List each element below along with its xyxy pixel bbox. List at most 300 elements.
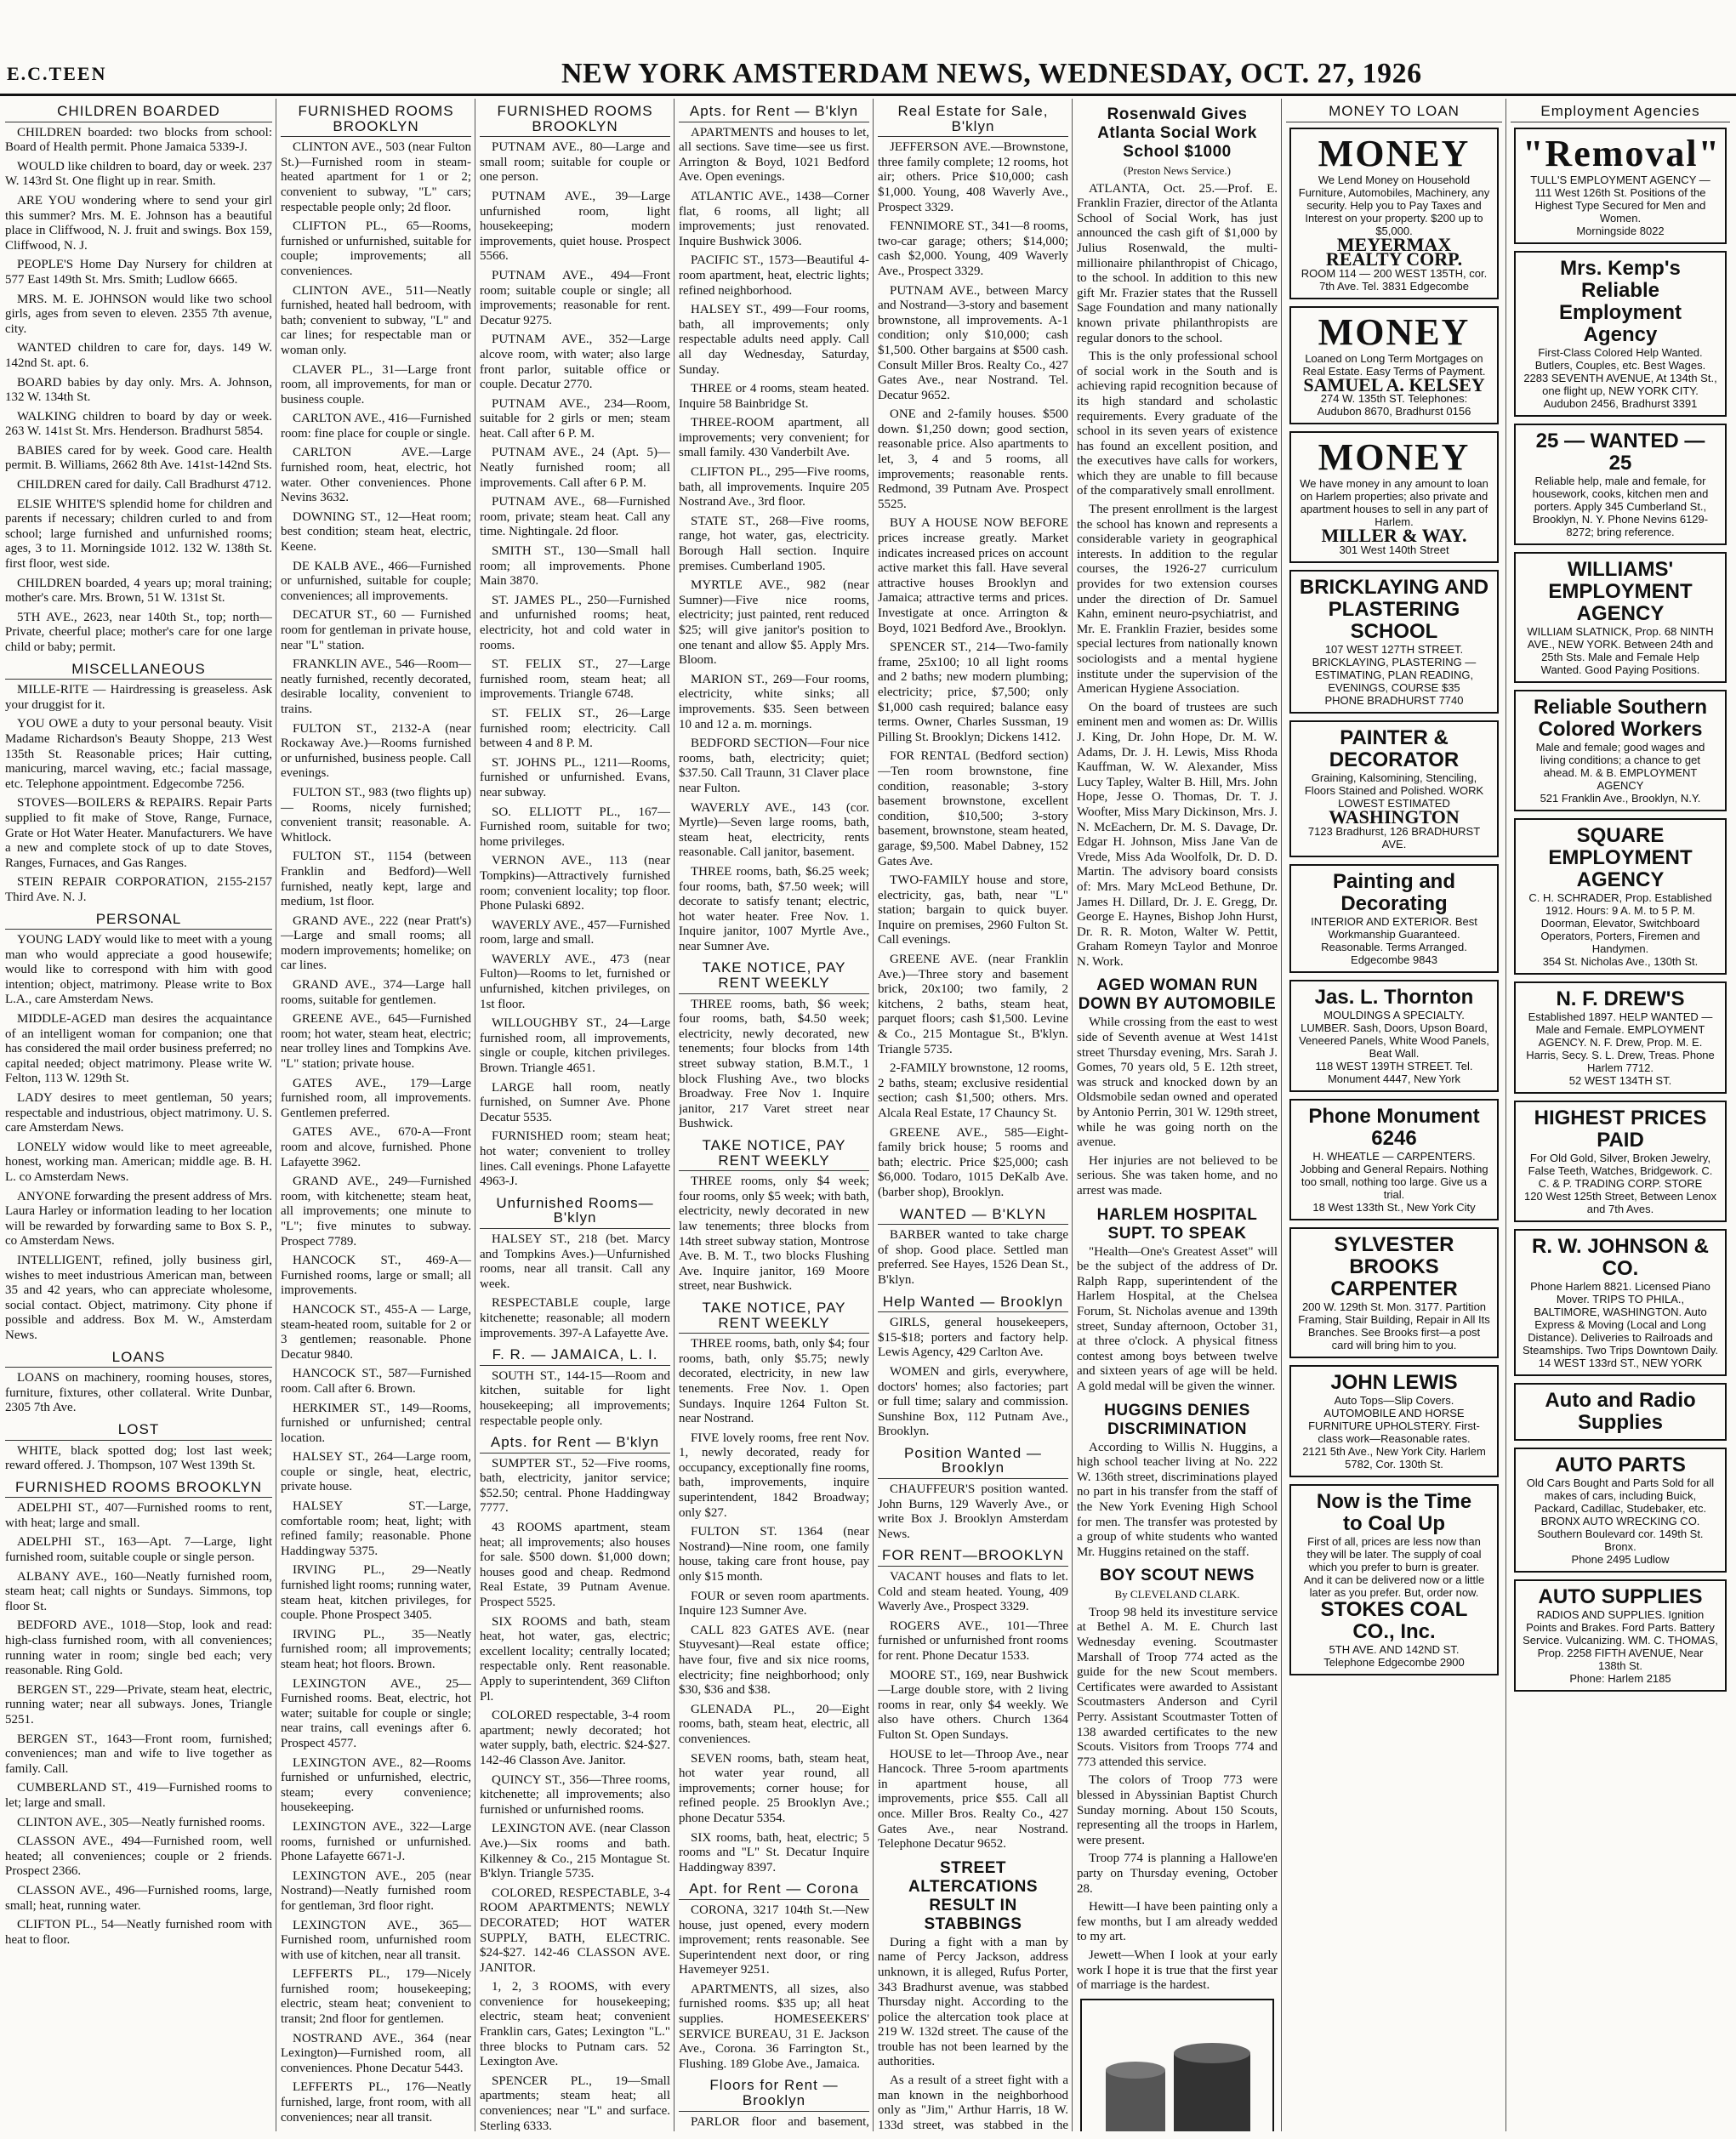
classified-ad: PEOPLE'S Home Day Nursery for children at 577 East 149th St. Mrs. Smith; Ludlow 6665. [5,258,272,287]
classified-ad: MIDDLE-AGED man desires the acquaintance of an intelligent woman for companion; one that has considered the mail order business preferred; no capital needed; object matrimony. Please write W. Felton, 113 W. 129th St. [5,1012,272,1086]
classified-ad: ST. JAMES PL., 250—Furnished and unfurnished rooms; heat, electricity, hot and cold water in rooms. [480,593,670,652]
story-dateline: By CLEVELAND CLARK. [1114,1588,1240,1601]
classified-ad: LEXINGTON AVE., 25—Furnished rooms. Beat, electric, hot water; suitable for couple or single; near trains, call evenings after 6. Prospect 4577. [281,1676,471,1750]
classified-ad: ST. JOHNS PL., 1211—Rooms, furnished or unfurnished. Evans, near subway. [480,755,670,799]
classified-ad: IRVING PL., 29—Neatly furnished light rooms; running water, steam heat, kitchen privileges, for couple. Phone Prospect 3405. [281,1563,471,1623]
page-label: E.C.TEEN [7,63,107,84]
display-ad-title: HIGHEST PRICES PAID [1534,1106,1707,1152]
section-heading: LOANS [5,1348,272,1368]
coal-ad [1080,1999,1274,2131]
classified-ad: WOMEN and girls, everywhere, doctors' homes; also factories; part or full time; salary and commission. Sunshine Box, 112 Putnam Ave., Brooklyn. [878,1364,1068,1439]
section-heading: TAKE NOTICE, PAY RENT WEEKLY [679,1299,869,1334]
classified-ad: PUTNAM AVE., 24 (Apt. 5)—Neatly furnished room; all improvements. Call after 6 P. M. [480,446,670,490]
display-ad [1514,1229,1727,1376]
display-ad-body: 200 W. 129th St. Mon. 3177. Partition Framing, Stair Building, Repair in All Its Branches. See Brooks first—a post card will bring him to you. [1298,1300,1490,1351]
classified-ad: CUMBERLAND ST., 419—Furnished rooms to let; large and small. [5,1781,272,1810]
story-headline: HUGGINS DENIES DISCRIMINATION [1104,1401,1250,1438]
classified-ad: LEXINGTON AVE. (near Classon Ave.)—Six rooms and bath. Kilkenney & Co., 215 Montague St. B'klyn. Triangle 5735. [480,1822,670,1881]
news-story [1077,976,1278,1198]
classified-ad: FOUR or seven room apartments. Inquire 123 Sumner Ave. [679,1589,869,1618]
display-ad [1289,431,1499,563]
classified-ad: THREE rooms, bath, $6.25 week; four rooms, bath, $7.50 week; will decorate to satisfy tenant; electric, hot water heater. Free Nov. 1. Inquire janitor, 1007 Myrtle Ave., near Sumner Ave. [679,864,869,953]
section-heading: Apts. for Rent — B'klyn [679,102,869,122]
classified-ad: 5TH AVE., 2623, near 140th St., top; north—Private, cheerful place; mother's care for one large child or baby; permit. [5,610,272,654]
display-ad [1514,690,1727,811]
display-ad [1289,720,1499,857]
classified-ad: PUTNAM AVE., 68—Furnished room, private; steam heat. Call any time. Nightingale. 2d floor. [480,495,670,539]
display-ad-address: 18 West 133th St., New York City [1312,1200,1476,1214]
classified-ad: CHILDREN cared for daily. Call Bradhurst 4712. [17,478,271,492]
classified-ad: WANTED children to care for, days. 149 W. 142nd St. apt. 6. [5,341,272,370]
display-ad-body: Auto Tops—Slip Covers. AUTOMOBILE AND HORSE FURNITURE UPHOLSTERY. First-class work—Reasonable rates. [1308,1393,1480,1445]
display-ad-title: Reliable Southern Colored Workers [1533,695,1708,741]
display-ad [1514,1579,1727,1692]
classified-ad: GREENE AVE., 585—Eight-family brick house; 5 rooms and bath; electric. Price $25,000; cash $6,000. Todaro, 1015 DeKalb Ave. (barber shop), Brooklyn. [878,1125,1068,1199]
classified-ad: PACIFIC ST., 1573—Beautiful 4-room apartment, heat, electric lights; refined neighborhood. [679,253,869,298]
section-heading: FURNISHED ROOMS BROOKLYN [480,102,670,137]
section-heading: Position Wanted — Brooklyn [878,1444,1068,1479]
news-story [1077,105,1278,970]
classified-ad: HALSEY ST., 499—Four rooms, bath, all improvements; only respectable adults need apply. Call all day Wednesday, Saturday, Sunday. [679,303,869,377]
section-heading: MISCELLANEOUS [5,660,272,680]
story-headline: Rosenwald Gives Atlanta Social Work School $1000 [1097,105,1257,161]
display-ad-body: Male and female; good wages and living conditions; a chance to get ahead. M. & B. EMPLOYMENT AGENCY [1535,740,1705,792]
display-ad-title: Mrs. Kemp's Reliable Employment Agency [1558,256,1682,346]
classified-ad: GREENE AVE., 645—Furnished room; hot water, steam heat, electric; near trolley lines and Tompkins Ave. "L" station; private house. [281,1012,471,1072]
classified-ad: VERNON AVE., 113 (near Tompkins)—Attractively furnished room; convenient locality; top floor. Phone Pulaski 6892. [480,854,670,913]
display-ad-body: Graining, Kalsomining, Stenciling, Floors Stained and Polished. WORK LOWEST ESTIMATED [1304,771,1484,810]
story-paragraph: During a fight with a man by name of Percy Jackson, address unknown, it is alleged, Rufus Porter, 343 Bradhurst avenue, was stabbed Thursday night. According to the police the altercation took place at 219 W. 132d street. The cause of the trouble has not been learned by the authorities. [878,1935,1068,2069]
display-ad-body: First-Class Colored Help Wanted. Butlers, Couples, etc. Best Wages. 2283 SEVENTH AVENUE, At 134th St., one flight up, NEW YORK CITY. [1523,345,1717,397]
classified-ad: WALKING children to board by day or week. 263 W. 141st St. Mrs. Henderson. Bradhurst 5854. [5,409,272,439]
section-heading: CHILDREN BOARDED [5,102,272,122]
stokes-phone: Telephone Edgecombe 2900 [1323,1655,1465,1669]
classified-ad: STEIN REPAIR CORPORATION, 2155-2157 Third Ave. N. J. [5,875,272,904]
classified-ad: THREE or 4 rooms, steam heated. Inquire 58 Bainbridge St. [679,382,869,411]
classified-ad: TWO-FAMILY house and store, electricity, gas, bath, near "L" station; bargain to quick buyer. Inquire on premises, 2960 Fulton St. Call evenings. [878,873,1068,947]
display-ad-title: Jas. L. Thornton [1314,985,1474,1009]
classified-ad: DOWNING ST., 12—Heat room; best condition; steam heat, electric, Keene. [281,509,471,555]
classified-ad: PUTNAM AVE., 352—Large alcove room, with water; also large front parlor, suitable office or couple. Decatur 2770. [480,333,670,392]
section-heading: LOST [5,1420,272,1441]
classified-ad: CARLTON AVE., 416—Furnished room: fine place for couple or single. [281,412,471,441]
classified-ad: CLINTON AVE., 503 (near Fulton St.)—Furnished room in steam-heated apartment for 1 or 2; convenient to subway, "L" cars; respectable people only; 2d floor. [281,140,471,214]
classified-ad: 1, 2, 3 ROOMS, with every convenience for housekeeping; electric, steam heat; convenient Franklin cars, Gates; Lexington "L." three blocks to Putnam cars. 52 Lexington Ave. [480,1980,670,2069]
classified-ad: ARE YOU wondering where to send your girl this summer? Mrs. M. E. Johnson has a beautiful place in Cliffwood, N. J. fruit and swings. Box 159, Cliffwood, N. J. [5,193,272,253]
classified-ad: FULTON ST., 983 (two flights up) — Rooms, nicely furnished; convenient transit; reasonable. A. Whitlock. [281,785,471,845]
display-ad [1289,306,1499,425]
story-paragraph: This is the only professional school of social work in the South and is achieving rapid recognition because of its high standard and scholastic requirements. Every graduate of the school in its seven years of existence has found an excellent position, and the executives have calls for workers, which they are unable to fill because of the comparatively small enrollment. [1077,350,1278,498]
story-headline: STREET ALTERCATIONS RESULT IN STABBINGS [908,1858,1038,1933]
display-ad-title: Painting and Decorating [1333,869,1455,915]
classified-ad: YOU OWE a duty to your personal beauty. Visit Madame Richardson's Beauty Shoppe, 213 West 135th St. Reasonable prices; Hair cutting, manicuring, marcel waving, etc.; facial massage, etc. Telephone appointment. Edgecombe 7256. [5,717,272,791]
display-ad [1289,1227,1499,1358]
classified-ad: GRAND AVE., 222 (near Pratt's)—Large and small rooms; all modern improvements; homelike; on car lines. [281,913,471,973]
classified-ad: MARION ST., 269—Four rooms, electricity, white sinks; all improvements. $35. Seen between 10 and 12 a. m. mornings. [679,672,869,731]
display-ad-title: MONEY [1318,310,1471,353]
classified-ad: HALSEY ST., 218 (bet. Marcy and Tompkins Aves.)—Unfurnished rooms, near all transit. Call any week. [480,1232,670,1291]
story-paragraph: On the board of trustees are such eminent men and women as: Dr. Willis J. King, Dr. John Hope, Dr. M. W. Adams, Dr. J. H. Lewis, Miss Rhoda Kauffman, W. W. Alexander, Miss Lucy Tapley, Walter B. Hill, Mrs. John Hope, Jesse O. Thomas, Dr. T. J. Woofter, Miss Mary Dickinson, Mrs. J. N. McEachern, Dr. M. S. Davage, Dr. Edgar H. Johnson, Miss Jane Van de Vrede, Miss Ada Woolfolk, Dr. D. D. Martin. The advisory board consists of: Mrs. Mary McLeod Bethune, Dr. James H. Dillard, Dr. J. E. Gregg, Dr. George E. Haynes, Bishop John Hurst, Dr. R. R. Moton, Walter W. Pettit, Graham Romeyn Taylor and Monroe N. Work. [1077,700,1278,969]
column-3 [480,99,670,2131]
column-rule [1281,99,1282,2131]
display-ad-title: WILLIAMS' EMPLOYMENT AGENCY [1548,557,1693,625]
news-story [1077,1402,1278,1561]
classified-ad: ONE and 2-family houses. $500 down. $1,250 down; good section, reasonable price. Also apartments to let, 3, 4 and 5 rooms, all improvements; reasonable rents. Redmond, 39 Putnam Ave. Prospect 5525. [878,407,1068,511]
display-ad-name: MILLER & WAY. [1321,525,1467,547]
display-ad-name: SAMUEL A. KELSEY [1303,373,1485,395]
classified-ad: PUTNAM AVE., 39—Large unfurnished room, light housekeeping; modern improvements, quiet house. Prospect 5566. [480,189,670,264]
section-heading: WANTED — B'KLYN [878,1205,1068,1226]
section-heading: FOR RENT—BROOKLYN [878,1546,1068,1567]
classified-ad: CLINTON AVE., 511—Neatly furnished, heated hall bedroom, with bath; convenient to subway, "L" and car lines; for respectable man or woman only. [281,283,471,357]
classified-ad: SOUTH ST., 144-15—Room and kitchen, suitable for light housekeeping; all improvements; respectable people only. [480,1368,670,1428]
classified-ad: BERGEN ST., 229—Private, steam heat, electric, running water; near all subways. Jones, Triangle 5251. [5,1682,272,1727]
classified-ad: ST. FELIX ST., 26—Large furnished room; electricity. Call between 4 and 8 P. M. [480,706,670,751]
column-5 [878,99,1068,2131]
classified-ad: GRAND AVE., 249—Furnished room, with kitchenette; steam heat, all improvements; one minute to "L"; five minutes to subway. Prospect 7789. [281,1175,471,1249]
stokes-headline: Now is the Time [1316,1489,1472,1513]
section-heading: PERSONAL [5,910,272,930]
display-ad-address: Morningside 8022 [1576,224,1665,237]
column-2 [281,99,471,2131]
classified-ad: SO. ELLIOTT PL., 167—Furnished room, suitable for two; home privileges. [480,805,670,849]
classified-ad: IRVING PL., 35—Neatly furnished room; all improvements; steam heat; hot floors. Brown. [281,1627,471,1671]
display-ad [1514,251,1727,417]
classified-ad: CHILDREN boarded: two blocks from school: Board of Health permit. Phone Jamaica 5339-J. [5,125,272,155]
classified-ad: JEFFERSON AVE.—Brownstone, three family complete; 12 rooms, hot air; others. Price $10,000; cash $1,000. Young, 408 Waverly Ave., Prospect 3329. [878,140,1068,214]
masthead-rule [0,94,1736,96]
display-ad-title: MONEY [1318,132,1471,174]
classified-ad: HERKIMER ST., 149—Rooms, furnished or unfurnished; central location. [281,1401,471,1445]
display-ad [1514,424,1727,545]
display-ad-title: N. F. DREW'S [1556,987,1685,1010]
display-ad-body: Phone Harlem 8821. Licensed Piano Mover. TRIPS TO PHILA., BALTIMORE, WASHINGTON. Auto Express & Moving (Local and Long Distance). Deliveries to Railroads and Steamships. Two Trips Downtown Daily. [1523,1279,1718,1357]
display-ad [1514,128,1727,244]
display-ad-body: TULL'S EMPLOYMENT AGENCY — 111 West 126th St. Positions of the Highest Type Secured for Men and Women. [1530,173,1710,225]
display-ad-title: AUTO SUPPLIES [1538,1584,1703,1608]
section-heading: Employment Agencies [1511,102,1730,122]
classified-ad: CLIFTON PL., 65—Rooms, furnished or unfurnished, suitable for couple; improvements; all conveniences. [281,219,471,278]
classified-ad: ROGERS AVE., 101—Three furnished or unfurnished front rooms for rent. Phone Decatur 1533. [878,1618,1068,1663]
display-ad-title: R. W. JOHNSON & CO. [1531,1234,1710,1280]
section-heading: MONEY TO LOAN [1286,102,1502,122]
classified-ad: CLINTON AVE., 305—Neatly furnished rooms. [17,1815,265,1829]
column-8 [1511,99,1730,2131]
classified-ad: LEXINGTON AVE., 365—Furnished room, unfurnished room with use of kitchen, near all transit. [281,1918,471,1962]
display-ad-body: WILLIAM SLATNICK, Prop. 68 NINTH AVE., NEW YORK. Between 24th and 25th Sts. Male and Female Help Wanted. Good Paying Positions. [1527,624,1714,676]
display-ad-address: 521 Franklin Ave., Brooklyn, N.Y. [1540,791,1701,805]
classified-ad: SMITH ST., 130—Small hall room; all improvements. Phone Main 3870. [480,544,670,589]
display-ad-address: ROOM 114 — 200 WEST 135TH, cor. 7th Ave. Tel. 3831 Edgecombe [1301,266,1488,293]
display-ad-address: PHONE BRADHURST 7740 [1324,693,1464,707]
story-paragraph: Troop 774 is planning a Hallowe'en party on Thursday evening, October 28. [1077,1852,1278,1896]
classified-ad: MILLE-RITE — Hairdressing is greaseless. Ask your druggist for it. [5,683,272,712]
classified-ad: BEDFORD AVE., 1018—Stop, look and read: high-class furnished room, with all conveniences; running water in room; single bed each; very reasonable. Ring Gold. [5,1618,272,1678]
display-ad [1514,1448,1727,1573]
section-heading: FURNISHED ROOMS BROOKLYN [5,1478,272,1499]
display-ad-title: BRICKLAYING AND PLASTERING SCHOOL [1299,575,1489,643]
classified-ad: STATE ST., 268—Five rooms, range, hot water, gas, electricity. Borough Hall section. Inquire premises. Cumberland 1905. [679,514,869,573]
classified-ad: HOUSE to let—Throop Ave., near Hancock. Three 5-room apartments in apartment house, all improvements, price $55. Call all once. Miller Bros. Realty Co., 427 Gates Ave., near Nostrand. Telephone Decatur 9652. [878,1747,1068,1852]
classified-ad: GATES AVE., 179—Large furnished room, all improvements. Gentlemen preferred. [281,1076,471,1120]
classified-ad: BUY A HOUSE NOW BEFORE prices increase greatly. Market indicates increased prices on account active market this fall. Have several attractive houses Brooklyn and Jamaica; attractive terms and prices. Investigate at once. Arrington & Boyd, 1021 Bedford Ave., Brooklyn. [878,516,1068,635]
classified-ad: SIX rooms, bath, heat, electric; 5 rooms and "L" St. Decatur Inquire Haddingway 8397. [679,1830,869,1874]
display-ad-body: C. H. SCHRADER, Prop. Established 1912. Hours: 9 A. M. to 5 P. M. Doorman, Elevator, Switchboard Operators, Porters, Firemen and Handymen. [1528,890,1712,955]
classified-ad: GRAND AVE., 374—Large hall rooms, suitable for gentlemen. [281,978,471,1007]
classified-ad: STOVES—BOILERS & REPAIRS. Repair Parts supplied to fit make of Stove, Range, Furnace, Grate or Hot Water Heater. Manufacturers. We have a new and complete stock of up to date Stoves, Ranges, Furnaces, and Gas Ranges. [5,796,272,870]
story-paragraph: Jewett—When I look at your early work I hope it is true that the first year of marriage is the hardest. [1077,1948,1278,1993]
classified-ad: ALBANY AVE., 160—Neatly furnished room, steam heat; call nights or Sundays. Simmons, top floor St. [5,1569,272,1613]
classified-ad: GLENADA PL., 20—Eight rooms, bath, steam heat, electric, all conveniences. [679,1702,869,1746]
display-ad-title: AUTO PARTS [1555,1453,1686,1476]
classified-ad: WOULD like children to board, day or week. 237 W. 143rd St. One flight up in rear. Smith. [5,159,272,189]
classified-ad: ADELPHI ST., 163—Apt. 7—Large, light furnished room, suitable couple or single person. [5,1535,272,1565]
classified-ad: PUTNAM AVE., 80—Large and small room; suitable for couple or one person. [480,140,670,185]
display-ad-address: Phone: Harlem 2185 [1569,1671,1671,1685]
classified-ad: FULTON ST. 1364 (near Nostrand)—Nine room, one family house, taking care front house, pay only $15 month. [679,1525,869,1584]
classified-ad: FRANKLIN AVE., 546—Room—neatly furnished, recently decorated, desirable locality, convenient to trains. [281,657,471,716]
display-ad [1289,864,1499,973]
column-rule [1505,99,1506,2131]
classified-ad: FURNISHED room; steam heat; hot water; convenient to trolley lines. Call evenings. Phone Lafayette 4963-J. [480,1129,670,1189]
display-ad-body: We have money in any amount to loan on Harlem properties; also private and apartment houses to sell in any part of Harlem. [1300,477,1488,529]
classified-ad: COLORED respectable, 3-4 room apartment; newly decorated; hot water supply, bath, electric. $24-$27. 142-46 Classon Ave. Janitor. [480,1709,670,1767]
classified-ad: COLORED, RESPECTABLE, 3-4 ROOM APARTMENTS; NEWLY DECORATED; HOT WATER SUPPLY, BATH, ELECTRIC. $24-$27. 142-46 CLASSON AVE. JANITOR. [480,1886,670,1975]
classified-ad: FULTON ST., 2132-A (near Rockaway Ave.)—Rooms furnished or unfurnished, business people. Call evenings. [281,721,471,781]
column-rule [1072,99,1073,2131]
classified-ad: CORONA, 3217 104th St.—New house, just opened, every modern improvement; rents reasonable. See Superintendent next door, or ring Havemeyer 9251. [679,1903,869,1977]
display-ad-body: Loaned on Long Term Mortgages on Real Estate. Easy Terms of Payment. [1302,351,1486,378]
display-ad-address: 301 West 140th Street [1339,543,1449,556]
classified-ad: GIRLS, general housekeepers, $15-$18; porters and factory help. Lewis Agency, 429 Carlton Ave. [878,1316,1068,1360]
display-ad-title: "Removal" [1523,132,1722,174]
classified-ad: CLAVER PL., 31—Large front room, all improvements, for man or business couple. [281,362,471,407]
classified-ad: VACANT houses and flats to let. Cold and steam heated. Young, 409 Waverly Ave., Prospect 3329. [878,1570,1068,1614]
column-6 [1077,99,1278,2131]
classified-ad: CHAUFFEUR'S position wanted. John Burns, 129 Waverly Ave., or write Box J. Brooklyn Amsterdam News. [878,1482,1068,1541]
classified-ad: HANCOCK ST., 469-A—Furnished rooms, large or small; all improvements. [281,1254,471,1298]
display-ad [1514,1383,1727,1441]
classified-ad: CALL 823 GATES AVE. (near Stuyvesant)—Real estate office; have four, five and six nice rooms, electricity; fine neighborhood; only $30, $36 and $38. [679,1623,869,1698]
classified-ad: WAVERLY AVE., 143 (cor. Myrtle)—Seven large rooms, bath, steam heat, electricity, rents reasonable. Call janitor, basement. [679,800,869,860]
classified-ad: HANCOCK ST., 455-A — Large, steam-heated room, suitable for 2 or 3 gentlemen; reasonable. Phone Decatur 9840. [281,1302,471,1362]
classified-ad: RESPECTABLE couple, large kitchenette; reasonable; all modern improvements. 397-A Lafayette Ave. [480,1296,670,1340]
stokes-name: STOKES COAL CO., Inc. [1320,1597,1468,1643]
story-paragraph: As a result of a street fight with a man known in the neighborhood only as "Jim," Arthur Harris, 18 W. 133d street, was stabbed in the [878,2074,1068,2131]
classified-ad: LEXINGTON AVE., 322—Large rooms, furnished or unfurnished. Phone Lafayette 6671-J. [281,1819,471,1864]
display-ad [1514,818,1727,975]
classified-ad: ANYONE forwarding the present address of Mrs. Laura Harley or information leading to her location will be rewarded by forwarding same to Box S. P., co Amsterdam News. [5,1189,272,1249]
story-headline: AGED WOMAN RUN DOWN BY AUTOMOBILE [1078,976,1277,1014]
story-dateline: (Preston News Service.) [1124,164,1231,177]
classified-ad: APARTMENTS and houses to let, all sections. Save time—see us first. Arrington & Boyd, 1021 Bedford Ave. Open evenings. [679,125,869,185]
story-paragraph: The present enrollment is the largest the school has known and represents a considerable variety in geographical interests. In addition to the regular courses, the 1926-27 curriculum provides for two extension courses under the direction of Dr. Samuel Kahn, eminent neuro-psychiatrist, and Mr. E. Franklin Frazier, besides some special lectures from nationally known sociologists and a mental hygiene institute under the supervision of the American Hygiene Association. [1077,503,1278,697]
display-ad-body: H. WHEATLE — CARPENTERS. Jobbing and General Repairs. Nothing too small, nothing too large. Give us a trial. [1300,1149,1488,1201]
classified-ad: SEVEN rooms, bath, steam heat, hot water year round, all improvements; corner house; for refined people. 25 Brooklyn Ave.; phone Decatur 5354. [679,1751,869,1825]
story-paragraph: According to Willis N. Huggins, a high school teacher living at No. 222 W. 136th street, discriminations played no part in his transfer from the staff of the New York Evening High School for men. The transfer was protested by a group of white students who wanted Mr. Huggins retained on the staff. [1077,1440,1278,1559]
classified-ad: HALSEY ST.—Large, comfortable room; heat, light; with refined family; reasonable. Phone Haddingway 5375. [281,1499,471,1558]
classified-ad: YOUNG LADY would like to meet with a young man who would appreciate a good housewife; would like to correspond with him with good intention; object, matrimony. Please write to Box L.A., care Amsterdam News. [5,933,272,1007]
display-ad-title: SYLVESTER BROOKS CARPENTER [1330,1232,1458,1300]
display-ad-address: 52 WEST 134TH ST. [1568,1073,1672,1087]
display-ad [1289,1365,1499,1477]
display-ad-body: RADIOS AND SUPPLIES. Ignition Points and Brakes. Ford Parts. Battery Service. Vulcanizing. WM. C. THOMAS, Prop. 2258 FIFTH AVENUE, Near 138th St. [1523,1607,1718,1672]
classified-ad: WHITE, black spotted dog; lost last week; reward offered. J. Thompson, 107 West 139th St. [5,1443,272,1473]
display-ad-body: We Lend Money on Household Furniture, Automobiles, Machinery, any security. Help you to Pay Taxes and Interest on your property. $200 up to $5,000. [1298,173,1490,237]
classified-ad: THREE-ROOM apartment, all improvements; very convenient; for small family. 430 Vanderbilt Ave. [679,416,869,460]
display-ad-body: Established 1897. HELP WANTED — Male and Female. EMPLOYMENT AGENCY. N. F. Drew, Prop. M. E. Harris, Secy. S. L. Drew, Treas. Phone Harlem 7712. [1526,1010,1715,1074]
display-ad-address: 2121 5th Ave., New York City. Harlem 5782, Cor. 130th St. [1302,1444,1486,1471]
display-ad [1514,1101,1727,1222]
classified-ad: HALSEY ST., 264—Large room, couple or single, heat, electric, private house. [281,1450,471,1494]
column-rule [873,99,874,2131]
display-ad-title: Phone Monument 6246 [1308,1104,1480,1150]
story-headline: HARLEM HOSPITAL SUPT. TO SPEAK [1096,1205,1258,1243]
display-ad [1289,1099,1499,1220]
section-heading: Real Estate for Sale, B'klyn [878,102,1068,137]
classified-ad: BEDFORD SECTION—Four nice rooms, bath, electricity; quiet; $37.50. Call Traunn, 31 Claver place near Fulton. [679,737,869,795]
display-ad-name: MEYERMAX REALTY CORP. [1325,233,1463,270]
story-paragraph: While crossing from the east to west side of Seventh avenue at West 141st street Thursday evening, Mrs. Sarah J. Gomes, 70 years old, 5 E. 12th street, was struck and knocked down by an Oldsmobile sedan owned and operated by Antonio Perrin, 301 W. 129th street, while he was going north on the avenue. [1077,1015,1278,1150]
display-ad-body: Reliable help, male and female, for housework, cooks, kitchen men and porters. Apply 345 Cumberland St., Brooklyn, N. Y. Phone Nevins 6129-8272; bring reference. [1532,474,1709,538]
section-heading: F. R. — JAMAICA, L. I. [480,1345,670,1366]
classified-ad: SUMPTER ST., 52—Five rooms, bath, electricity, janitor service; $52.50; central. Phone Haddingway 7777. [480,1456,670,1516]
classified-ad: SPENCER PL., 19—Small apartments; steam heat; all conveniences; near "L" and surface. Sterling 6333. [480,2074,670,2131]
classified-ad: 2-FAMILY brownstone, 12 rooms, 2 baths, steam; exclusive residential section; cash $1,500; others. Mrs. Alcala Real Estate, 17 Chauncy St. [878,1061,1068,1120]
stokes-address: 5TH AVE. AND 142ND ST. [1329,1642,1460,1656]
classified-ad: CLIFTON PL., 295—Five rooms, bath, all improvements. Inquire 205 Nostrand Ave., 3rd floor. [679,465,869,509]
masthead [0,49,1736,94]
display-ad [1289,980,1499,1092]
classified-ad: MOORE ST., 169, near Bushwick—Large double store, with 2 living rooms in rear, only $4 weekly. We also have others. Church 1364 Fulton St. Open Sundays. [878,1668,1068,1742]
classified-ad: FOR RENTAL (Bedford section)—Ten room brownstone, fine condition, reasonable; 3-story basement brownstone, excellent condition, $10,500; 3-story basement, brownstone, steam heated, garage, $9,500. Mabel Dabney, 152 Gates Ave. [878,749,1068,868]
display-ad-body: Old Cars Bought and Parts Sold for all makes of cars, including Buick, Packard, Cadillac, Studebaker, etc. BRONX AUTO WRECKING CO. Southern Boulevard cor. 149th St. Bronx. [1526,1476,1715,1553]
section-heading: Help Wanted — Brooklyn [878,1293,1068,1313]
classified-ad: QUINCY ST., 356—Three rooms, kitchenette; all improvements; also furnished or unfurnished rooms. [480,1772,670,1817]
display-ad-body: INTERIOR AND EXTERIOR. Best Workmanship Guaranteed. Reasonable. Terms Arranged. [1311,914,1477,953]
story-paragraph: ATLANTA, Oct. 25.—Prof. E. Franklin Frazier, director of the Atlanta School of Social Work, has just announced the cash gift of $1,000 by Julius Rosenwald, the multi-millionaire philanthropist of Chicago, to the school. In addition to this new gift Mr. Frazier states that the Russell Sage Foundation and many nationally known private philanthropists are regular donors to the school. [1077,181,1278,345]
news-story [1077,1206,1278,1395]
display-ad-title: PAINTER & DECORATOR [1329,725,1460,771]
classified-ad: PUTNAM AVE., between Marcy and Nostrand—3-story and basement brownstone, all improvements. A-1 condition; only $10,000; cash $1,500. Other bargains at $500 cash. Consult Miller Bros. Realty Co., 427 Gates Ave., near Nostrand. Tel. Decatur 9652. [878,283,1068,402]
display-ad-body: 107 WEST 127TH STREET. BRICKLAYING, PLASTERING — ESTIMATING, PLAN READING, EVENINGS, COURSE $35 [1312,642,1477,694]
column-4 [679,99,869,2131]
section-heading: FURNISHED ROOMS BROOKLYN [281,102,471,137]
classified-ad: ATLANTIC AVE., 1438—Corner flat, 6 rooms, all light; all improvements; just renovated. Inquire Bushwick 3006. [679,189,869,248]
section-heading: Apt. for Rent — Corona [679,1880,869,1900]
classified-ad: THREE rooms, bath, $6 week; four rooms, bath, $4.50 week; electricity, newly decorated, new tenements; four blocks from 14th street subway station, B.M.T., 1 block Flushing Ave., two blocks Broadway. Free Nov 1. Inquire janitor, 217 Varet street near Bushwick. [679,997,869,1131]
classified-ad: PARLOR floor and basement, [691,2114,869,2129]
classified-ad: LEXINGTON AVE., 82—Rooms furnished or unfurnished, electric, steam; every convenience; housekeeping. [281,1755,471,1815]
display-ad-address: 7123 Bradhurst, 126 BRADHURST AVE. [1307,824,1481,850]
classified-ad: THREE rooms, only $4 week; four rooms, only $5 week; with bath, electricity, newly decorated in new law tenements; three blocks from 14th street subway station, Montrose Ave. B. M. T., two blocks Flushing Ave. Inquire janitor, 169 Moore street, near Bushwick. [679,1175,869,1294]
display-ad [1514,552,1727,683]
classified-ad: ADELPHI ST., 407—Furnished rooms to rent, with heat; large and small. [5,1501,272,1530]
story-paragraph: Her injuries are not believed to be serious. She was taken home, and no arrest was made. [1077,1153,1278,1197]
classified-ad: BOARD babies by day only. Mrs. A. Johnson, 132 W. 134th St. [5,375,272,405]
story-paragraph: Troop 98 held its investiture service at Bethel A. M. E. Church last Wednesday evening. Scoutmaster Marshall of Troop 774 acted as the guide for the new Scout members. Certificates were awarded to Assistant Scoutmasters Anderson and Cyril Perry. Assistant Scoutmaster Totten of 138 awarded certificates to the new Scouts. Visitors from Troops 774 and 773 attended this service. [1077,1605,1278,1769]
classified-ad: LEFFERTS PL., 179—Nicely furnished room; housekeeping; electric, steam heat; convenient to transit; 2nd floor for gentlemen. [281,1967,471,2027]
classified-ad: LADY desires to meet gentleman, 50 years; respectable and industrious, object matrimony. U. S. care Amsterdam News. [5,1091,272,1135]
stokes-body: First of all, prices are less now than they will be later. The supply of coal which you prefer to burn is greater. And it can be delivered now or a little later as you prefer. But, order now. [1303,1534,1485,1599]
section-heading: Floors for Rent — Brooklyn [679,2076,869,2111]
stokes-headline: to Coal Up [1343,1511,1445,1535]
classified-ad: NOSTRAND AVE., 364 (near Lexington)—Furnished room, all conveniences. Phone Decatur 5443. [281,2031,471,2075]
classified-ad: ST. FELIX ST., 27—Large furnished room, steam heat; all improvements. Triangle 6748. [480,657,670,702]
display-ad [1514,981,1727,1094]
display-ad [1289,570,1499,714]
classified-ad [281,2130,471,2131]
classified-ad: INTELLIGENT, refined, jolly business girl, wishes to meet industrious American man, between 35 and 42 years, who can appreciate wholesome, social contact. Object, matrimony. City phone if possible and address. Box M. W., Amsterdam News. [5,1253,272,1342]
section-heading: Unfurnished Rooms—B'klyn [480,1194,670,1229]
display-ad-address: Edgecombe 9843 [1351,953,1437,966]
display-ad-address: 354 St. Nicholas Ave., 130th St. [1542,954,1699,968]
classified-ad: GREENE AVE. (near Franklin Ave.)—Three story and basement brick, 20x100; two family, 2 kitchens, 2 baths, steam heat, parquet floors; cash $1,500. Levine & Co., 215 Montague St., B'klyn. Triangle 5735. [878,953,1068,1056]
display-ad-title: MONEY [1318,436,1471,479]
classified-ad: FENNIMORE ST., 341—8 rooms, two-car garage; others; $14,000; cash $2,000. Young, 409 Waverly Ave., Prospect 3329. [878,219,1068,278]
classified-ad: DE KALB AVE., 466—Furnished or unfurnished, suitable for couple; conveniences; all improvements. [281,559,471,603]
classified-ad: MYRTLE AVE., 982 (near Sumner)—Five nice rooms, electricity; just painted, rent reduced $25; will give janitor's position to one tenant and allow $5. Apply Mrs. Bloom. [679,578,869,668]
display-ad-address: 120 West 125th Street, Between Lenox and 7th Aves. [1524,1189,1716,1215]
display-ad-body: MOULDINGS A SPECIALTY. LUMBER. Sash, Doors, Upson Board, Veneered Panels, White Wood Panels, Beat Wall. [1299,1008,1489,1060]
story-paragraph: Hewitt—I have been painting only a few months, but I am already wedded to my art. [1077,1900,1278,1944]
classified-ad: BERGEN ST., 1643—Front room, furnished; conveniences; man and wife to live together as family. Call. [5,1732,272,1776]
classified-ad: HANCOCK ST., 587—Furnished room. Call after 6. Brown. [281,1367,471,1396]
classified-ad: LONELY widow would like to meet agreeable, honest, working man. American; middle age. B. H. L. co Amsterdam News. [5,1140,272,1184]
classified-ad: CLASSON AVE., 496—Furnished rooms, large, small; heat, running water. [5,1883,272,1913]
classified-ad: THREE rooms, bath, only $4; four rooms, bath, only $5.75; newly decorated, electricity, in new law tenements. Free Nov. 1. Open Sundays. Inquire 1264 Fulton St. near Nostrand. [679,1337,869,1426]
display-ad-title: SQUARE EMPLOYMENT AGENCY [1548,823,1693,891]
classified-ad: LEXINGTON AVE., 205 (near Nostrand)—Neatly furnished room for gentleman, 3rd floor right. [281,1869,471,1913]
classified-ad: CLASSON AVE., 494—Furnished room, well heated; all conveniences; couple or 2 friends. Prospect 2366. [5,1835,272,1879]
display-ad-title: Auto and Radio Supplies [1545,1388,1696,1434]
classified-ad: WAVERLY AVE., 457—Furnished room, large and small. [480,918,670,947]
stokes-coal-ad [1289,1484,1499,1675]
display-ad-title: JOHN LEWIS [1330,1370,1458,1394]
classified-ad: DECATUR ST., 60 — Furnished room for gentleman in private house, near "L" station. [281,608,471,652]
classified-ad: WAVERLY AVE., 473 (near Fulton)—Rooms to let, furnished or unfurnished, kitchen privileges, on 1st floor. [480,952,670,1011]
section-heading: TAKE NOTICE, PAY RENT WEEKLY [679,959,869,993]
classified-ad: SIX ROOMS and bath, steam heat, hot water, gas, electric; excellent locality; centrally located; respectable only. Rent reasonable. Apply to superintendent, 369 Clifton Pl. [480,1614,670,1704]
story-paragraph: The colors of Troop 773 were blessed in Abyssinian Baptist Church Sunday morning. About 150 Scouts, representing all the troops in Harlem, were present. [1077,1773,1278,1847]
display-ad-address: 118 WEST 139TH STREET. Tel. Monument 4447, New York [1315,1059,1473,1085]
story-headline: BOY SCOUT NEWS [1100,1567,1255,1585]
story-paragraph: "Health—One's Greatest Asset" will be the subject of the address of Dr. Ralph Rapp, superintendent of the Harlem Hospital, at the Chelsea Forum, St. Nicholas avenue and 139th street, Sunday afternoon, October 31, at three o'clock. A physical fitness contest among boys between twelve and sixteen years of age will be held. A gold medal will be given the winner. [1077,1244,1278,1393]
classified-ad: CARLTON AVE.—Large furnished room, heat, electric, hot water. Other conveniences. Phone Nevins 3632. [281,446,471,505]
display-ad [1289,128,1499,299]
classified-ad: BARBER wanted to take charge of shop. Good place. Settled man preferred. See Hayes, 1526 Dean St., B'klyn. [878,1228,1068,1287]
classified-ad: CLIFTON PL., 54—Neatly furnished room with heat to floor. [5,1918,272,1947]
newspaper-title: NEW YORK AMSTERDAM NEWS, WEDNESDAY, OCT. 27, 1926 [561,58,1422,89]
classified-ad: LARGE hall room, neatly furnished, on Sumner Ave. Phone Decatur 5535. [480,1080,670,1124]
classified-ad: WILLOUGHBY ST., 24—Large furnished room, all improvements, single or couple, kitchen privileges. Brown. Triangle 4651. [480,1016,670,1076]
classified-ad: PUTNAM AVE., 494—Front room; suitable couple or single; all improvements; reasonable for rent. Decatur 9275. [480,268,670,327]
display-ad-name: WASHINGTON [1329,805,1460,828]
coal-sacks-illustration [1089,2011,1276,2131]
classified-ad: FIVE lovely rooms, free rent Nov. 1, newly decorated, ready for occupancy, exceptionally fine rooms, bath, improvements, inquire superintendent, 1842 Broadway; only $27. [679,1431,869,1520]
classified-ad: MRS. M. E. JOHNSON would like two school girls, ages from seven to eleven. 2355 7th avenue, city. [5,292,272,336]
news-story [878,1859,1068,2131]
classified-ad: LEFFERTS PL., 176—Neatly furnished, large, front room, with all conveniences; near all transit. [281,2080,471,2125]
classified-ad: BABIES cared for by week. Good care. Health permit. B. Williams, 2662 8th Ave. 141st-142nd Sts. [5,443,272,473]
display-ad-address: Audubon 2456, Bradhurst 3391 [1543,396,1698,410]
classified-ad: LOANS on machinery, rooming houses, stores, furniture, fixtures, other collateral. Write Dunbar, 2305 7th Ave. [5,1371,272,1415]
classified-ad: SPENCER ST., 214—Two-family frame, 25x100; 10 all light rooms and 2 baths; new modern plumbing; electricity; price, $7,500; only $1,000 cash required; balance easy terms. Owner, Charles Sussman, 19 Pilling St. Brooklyn; Dickens 1412. [878,640,1068,744]
display-ad-address: Phone 2495 Ludlow [1571,1552,1670,1566]
classified-ad: FULTON ST., 1154 (between Franklin and Bedford)—Well furnished, neatly kept, large and medium, 1st floor. [281,850,471,909]
display-ad-body: For Old Gold, Silver, Broken Jewelry, False Teeth, Watches, Bridgework. C. C. & P. TRADING CORP. STORE [1528,1151,1713,1190]
display-ad-address: 14 WEST 133rd ST., NEW YORK [1538,1356,1703,1369]
